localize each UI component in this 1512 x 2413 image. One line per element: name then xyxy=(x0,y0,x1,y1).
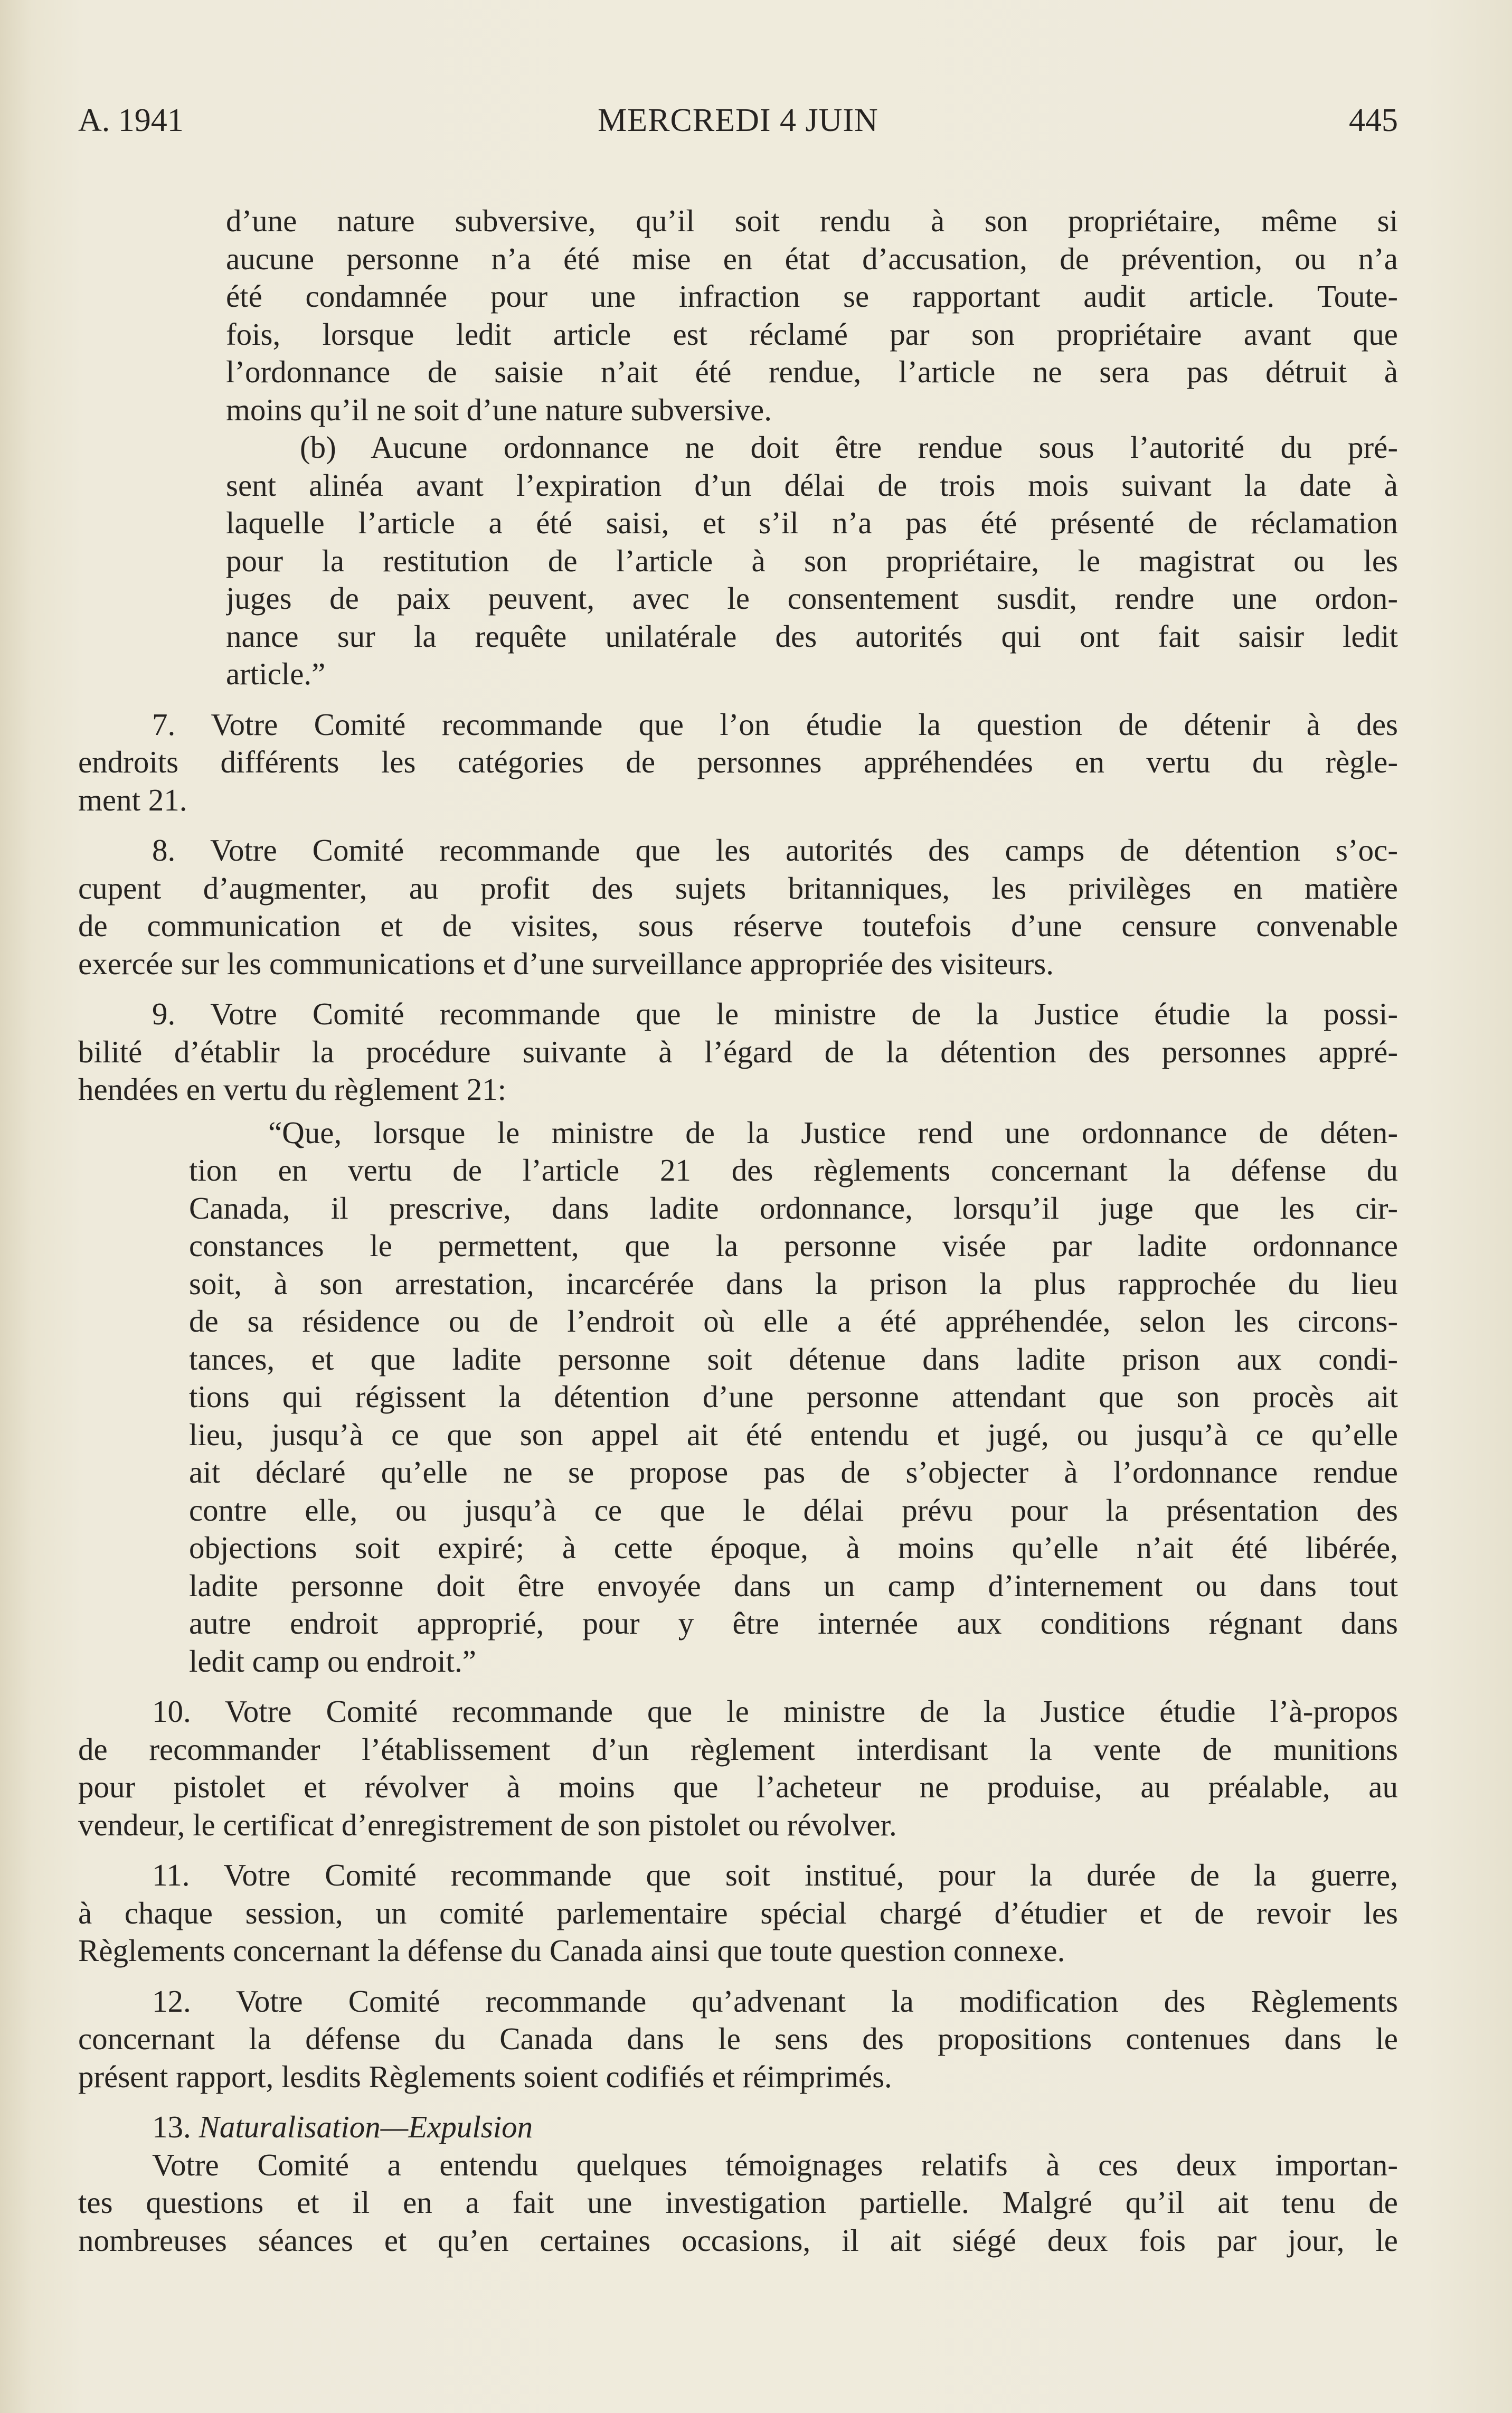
paragraph-13-body xyxy=(78,2146,1398,2260)
text-line: exercée sur les communications et d’une surveillance appropriée des visiteurs. xyxy=(78,946,1054,981)
text-line: 9. Votre Comité recommande que le ministre de la Justice étudie la possi- xyxy=(152,996,1398,1031)
text-line: “Que, lorsque le ministre de la Justice rend une ordonnance de déten- xyxy=(268,1115,1398,1150)
text-line: 10. Votre Comité recommande que le ministre de la Justice étudie l’à-propos xyxy=(152,1694,1398,1729)
text-line: moins qu’il ne soit d’une nature subversive. xyxy=(226,392,772,427)
text-line: 8. Votre Comité recommande que les autorités des camps de détention s’oc- xyxy=(152,833,1398,868)
text-line: pour la restitution de l’article à son propriétaire, le magistrat ou les xyxy=(226,543,1398,578)
text-line: ledit camp ou endroit.” xyxy=(189,1643,476,1679)
text-line: aucune personne n’a été mise en état d’accusation, de prévention, ou n’a xyxy=(226,241,1398,276)
text-line: de communication et de visites, sous réserve toutefois d’une censure convenable xyxy=(78,908,1398,943)
paragraph-7 xyxy=(78,706,1398,819)
page-body xyxy=(78,202,1398,2259)
text-line: nance sur la requête unilatérale des autorités qui ont fait saisir ledit xyxy=(226,618,1398,654)
paragraph-12 xyxy=(78,1983,1398,2096)
text-line: endroits différents les catégories de personnes appréhendées en vertu du règle- xyxy=(78,744,1398,779)
text-line: été condamnée pour une infraction se rapportant audit article. Toute- xyxy=(226,279,1398,314)
text-line: vendeur, le certificat d’enregistrement de son pistolet ou révolver. xyxy=(78,1807,897,1842)
text-line: constances le permettent, que la personne visée par ladite ordonnance xyxy=(189,1228,1398,1263)
text-line: autre endroit approprié, pour y être internée aux conditions régnant dans xyxy=(189,1606,1398,1641)
text-line: ment 21. xyxy=(78,782,187,817)
text-line: bilité d’établir la procédure suivante à l’égard de la détention des personnes appré- xyxy=(78,1034,1398,1069)
paragraph-11 xyxy=(78,1856,1398,1970)
text-line: pour pistolet et révolver à moins que l’acheteur ne produise, au préalable, au xyxy=(78,1769,1398,1804)
paragraph-10 xyxy=(78,1693,1398,1844)
text-line: 11. Votre Comité recommande que soit institué, pour la durée de la guerre, xyxy=(152,1858,1398,1892)
text-line: (b) Aucune ordonnance ne doit être rendue sous l’autorité du pré- xyxy=(300,430,1398,465)
text-line: de sa résidence ou de l’endroit où elle a été appréhendée, selon les circons- xyxy=(189,1304,1398,1339)
text-line: tances, et que ladite personne soit détenue dans ladite prison aux condi- xyxy=(189,1341,1398,1377)
text-line: Règlements concernant la défense du Canada ainsi que toute question connexe. xyxy=(78,1933,1065,1968)
page-number: 445 xyxy=(1349,102,1398,138)
paragraph-8 xyxy=(78,832,1398,983)
text-line: lieu, jusqu’à ce que son appel ait été entendu et jugé, ou jusqu’à ce qu’elle xyxy=(189,1417,1398,1452)
header-year: A. 1941 xyxy=(78,102,184,138)
text-line: soit, à son arrestation, incarcérée dans la prison la plus rapprochée du lieu xyxy=(189,1266,1398,1301)
text-line: tes questions et il en a fait une investigation partielle. Malgré qu’il ait tenu de xyxy=(78,2185,1398,2220)
section-number: 13. xyxy=(152,2109,191,2144)
text-line: cupent d’augmenter, au profit des sujets britanniques, les privilèges en matière xyxy=(78,870,1398,906)
section-heading-13 xyxy=(78,2108,1398,2146)
text-line: l’ordonnance de saisie n’ait été rendue, l’article ne sera pas détruit à xyxy=(226,354,1398,389)
header-date: MERCREDI 4 JUIN xyxy=(598,102,878,138)
text-line: contre elle, ou jusqu’à ce que le délai prévu pour la présentation des xyxy=(189,1492,1398,1528)
text-line: ait déclaré qu’elle ne se propose pas de s’objecter à l’ordonnance rendue xyxy=(189,1455,1398,1490)
text-line: de recommander l’établissement d’un règlement interdisant la vente de munitions xyxy=(78,1731,1398,1767)
quote-block-procedure xyxy=(78,1114,1398,1681)
text-line: 7. Votre Comité recommande que l’on étudie la question de détenir à des xyxy=(152,706,1398,742)
text-line: 12. Votre Comité recommande qu’advenant la modification des Règlements xyxy=(152,1983,1398,2019)
text-line: concernant la défense du Canada dans le sens des propositions contenues dans le xyxy=(78,2021,1398,2056)
text-line: juges de paix peuvent, avec le consentement susdit, rendre une ordon- xyxy=(226,581,1398,616)
quote-block-a xyxy=(78,202,1398,429)
text-line: Canada, il prescrive, dans ladite ordonnance, lorsqu’il juge que les cir- xyxy=(189,1190,1398,1226)
text-line: article.” xyxy=(226,656,326,691)
text-line: sent alinéa avant l’expiration d’un délai de trois mois suivant la date à xyxy=(226,467,1398,503)
text-line: d’une nature subversive, qu’il soit rendu à son propriétaire, même si xyxy=(226,203,1398,238)
text-line: à chaque session, un comité parlementaire spécial chargé d’étudier et de revoir les xyxy=(78,1895,1398,1930)
text-line: tion en vertu de l’article 21 des règlements concernant la défense du xyxy=(189,1153,1398,1187)
page-header xyxy=(78,99,1398,142)
text-line: fois, lorsque ledit article est réclamé par son propriétaire avant que xyxy=(226,316,1398,352)
paragraph-9 xyxy=(78,995,1398,1109)
text-line: ladite personne doit être envoyée dans un camp d’internement ou dans tout xyxy=(189,1568,1398,1603)
text-line: nombreuses séances et qu’en certaines occasions, il ait siégé deux fois par jour, le xyxy=(78,2222,1398,2258)
text-line: Votre Comité a entendu quelques témoignages relatifs à ces deux importan- xyxy=(152,2147,1398,2182)
text-line: hendées en vertu du règlement 21: xyxy=(78,1072,506,1107)
section-title: Naturalisation—Expulsion xyxy=(199,2109,533,2144)
text-line: présent rapport, lesdits Règlements soient codifiés et réimprimés. xyxy=(78,2059,892,2094)
text-line: laquelle l’article a été saisi, et s’il n’a pas été présenté de réclamation xyxy=(226,505,1398,540)
text-line: tions qui régissent la détention d’une personne attendant que son procès ait xyxy=(189,1379,1398,1414)
quote-block-b xyxy=(78,429,1398,693)
text-line: objections soit expiré; à cette époque, à moins qu’elle n’ait été libérée, xyxy=(189,1530,1398,1565)
